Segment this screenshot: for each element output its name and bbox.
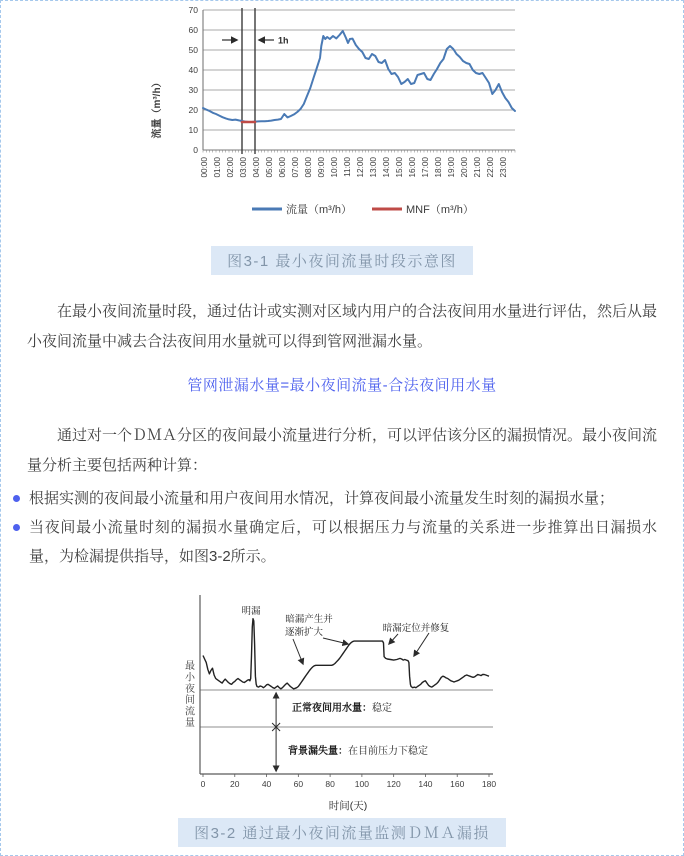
list-item [13, 484, 657, 513]
legend-flow-label: 流量（m³/h） [286, 204, 352, 216]
chart-plot-area [189, 5, 515, 178]
svg-text:04:00: 04:00 [252, 157, 261, 178]
leakage-formula: 管网泄漏水量=最小夜间流量-合法夜间用水量 [187, 377, 497, 394]
svg-text:20: 20 [188, 105, 198, 115]
figure-3-2-caption: 图3-2 通过最小夜间流量监测ＤＭＡ漏损 [178, 818, 506, 847]
flow-line-chart [146, 2, 538, 234]
svg-text:12:00: 12:00 [356, 157, 365, 178]
leak-repaired-label: 暗漏定位并修复 [382, 623, 450, 634]
normal-night-use-label-bold: 正常夜间用水量： [292, 703, 372, 714]
bullet-icon [13, 524, 20, 531]
dma-monitoring-chart [152, 583, 512, 821]
svg-text:180: 180 [481, 779, 497, 789]
svg-text:70: 70 [188, 5, 198, 15]
background-leakage-label-bold: 背景漏失量： [288, 746, 348, 757]
svg-text:夜: 夜 [185, 683, 195, 695]
svg-text:20:00: 20:00 [460, 157, 469, 178]
hidden-leak-grow-label-line2: 逐渐扩大 [284, 627, 324, 638]
svg-text:最: 最 [185, 661, 195, 672]
svg-text:80: 80 [325, 779, 335, 789]
svg-text:14:00: 14:00 [382, 157, 391, 178]
svg-text:05:00: 05:00 [265, 157, 274, 178]
svg-text:09:00: 09:00 [317, 157, 326, 178]
svg-text:10:00: 10:00 [330, 157, 339, 178]
svg-text:小: 小 [185, 672, 195, 684]
bullet-2-text: 当夜间最小流量时刻的漏损水量确定后，可以根据压力与流量的关系进一步推算出日漏损水量，为检漏提供指导，如图3-2所示。 [29, 519, 657, 565]
svg-text:19:00: 19:00 [447, 157, 456, 178]
svg-text:50: 50 [188, 45, 198, 55]
svg-text:01:00: 01:00 [213, 157, 222, 178]
x-axis-title: 时间(天) [328, 800, 368, 812]
bullet-list [13, 484, 657, 571]
svg-text:08:00: 08:00 [304, 157, 313, 178]
svg-text:140: 140 [418, 779, 433, 789]
svg-text:16:00: 16:00 [408, 157, 417, 178]
svg-text:60: 60 [188, 25, 198, 35]
bullet-1-text: 根据实测的夜间最小流量和用户夜间用水情况，计算夜间最小流量发生时刻的漏损水量； [29, 490, 615, 507]
figure-3-1-chart [146, 2, 538, 239]
band-labels [288, 701, 428, 757]
svg-text:20: 20 [230, 779, 240, 789]
svg-text:流: 流 [185, 706, 195, 718]
svg-text:06:00: 06:00 [278, 157, 287, 178]
legend-mnf-label: MNF（m³/h） [406, 204, 474, 216]
svg-text:60: 60 [293, 779, 304, 789]
svg-text:23:00: 23:00 [499, 157, 508, 178]
normal-night-use-label-rest: 稳定 [372, 703, 392, 714]
figure-3-2-chart [152, 583, 512, 826]
svg-text:02:00: 02:00 [226, 157, 235, 178]
one-hour-label: 1h [278, 35, 289, 46]
svg-text:160: 160 [450, 779, 465, 789]
figure-3-1-caption: 图3-1 最小夜间流量时段示意图 [211, 246, 473, 275]
chart-plot-area [185, 595, 496, 789]
svg-text:正常夜间用水量：稳定 [292, 701, 392, 714]
list-item [13, 513, 657, 571]
svg-text:间: 间 [185, 695, 195, 707]
svg-text:21:00: 21:00 [473, 157, 482, 178]
svg-text:量: 量 [185, 718, 195, 729]
svg-text:22:00: 22:00 [486, 157, 495, 178]
svg-text:30: 30 [188, 85, 198, 95]
background-leakage-label-rest: 在目前压力下稳定 [348, 746, 428, 757]
svg-text:07:00: 07:00 [291, 157, 300, 178]
svg-text:13:00: 13:00 [369, 157, 378, 178]
svg-text:11:00: 11:00 [343, 157, 352, 177]
svg-text:00:00: 00:00 [200, 157, 209, 178]
burst-leak-label: 明漏 [241, 606, 261, 617]
svg-text:03:00: 03:00 [239, 157, 248, 178]
svg-text:100: 100 [354, 779, 369, 789]
svg-text:40: 40 [261, 779, 272, 789]
paragraph-2: 通过对一个ＤＭＡ分区的夜间最小流量进行分析，可以评估该分区的漏损情况。最小夜间流量分析主要包括两种计算： [27, 427, 658, 474]
svg-text:0: 0 [200, 779, 206, 789]
svg-text:15:00: 15:00 [395, 157, 404, 178]
y-axis-title: 流量（m³/h） [152, 77, 163, 139]
hidden-leak-grow-label-line1: 暗漏产生并 [285, 614, 333, 625]
svg-text:40: 40 [188, 65, 198, 75]
chart-legend [252, 202, 474, 216]
svg-text:120: 120 [386, 779, 401, 789]
svg-text:0: 0 [193, 145, 198, 155]
bullet-icon [13, 495, 20, 502]
svg-text:背景漏失量：在目前压力下稳定 [288, 744, 428, 757]
svg-text:18:00: 18:00 [434, 157, 443, 178]
paragraph-1: 在最小夜间流量时段，通过估计或实测对区域内用户的合法夜间用水量进行评估，然后从最小夜间流量中减去合法夜间用水量就可以得到管网泄漏水量。 [27, 303, 658, 350]
svg-text:10: 10 [188, 125, 198, 135]
chart-annotations [241, 606, 449, 664]
svg-text:17:00: 17:00 [421, 157, 430, 178]
